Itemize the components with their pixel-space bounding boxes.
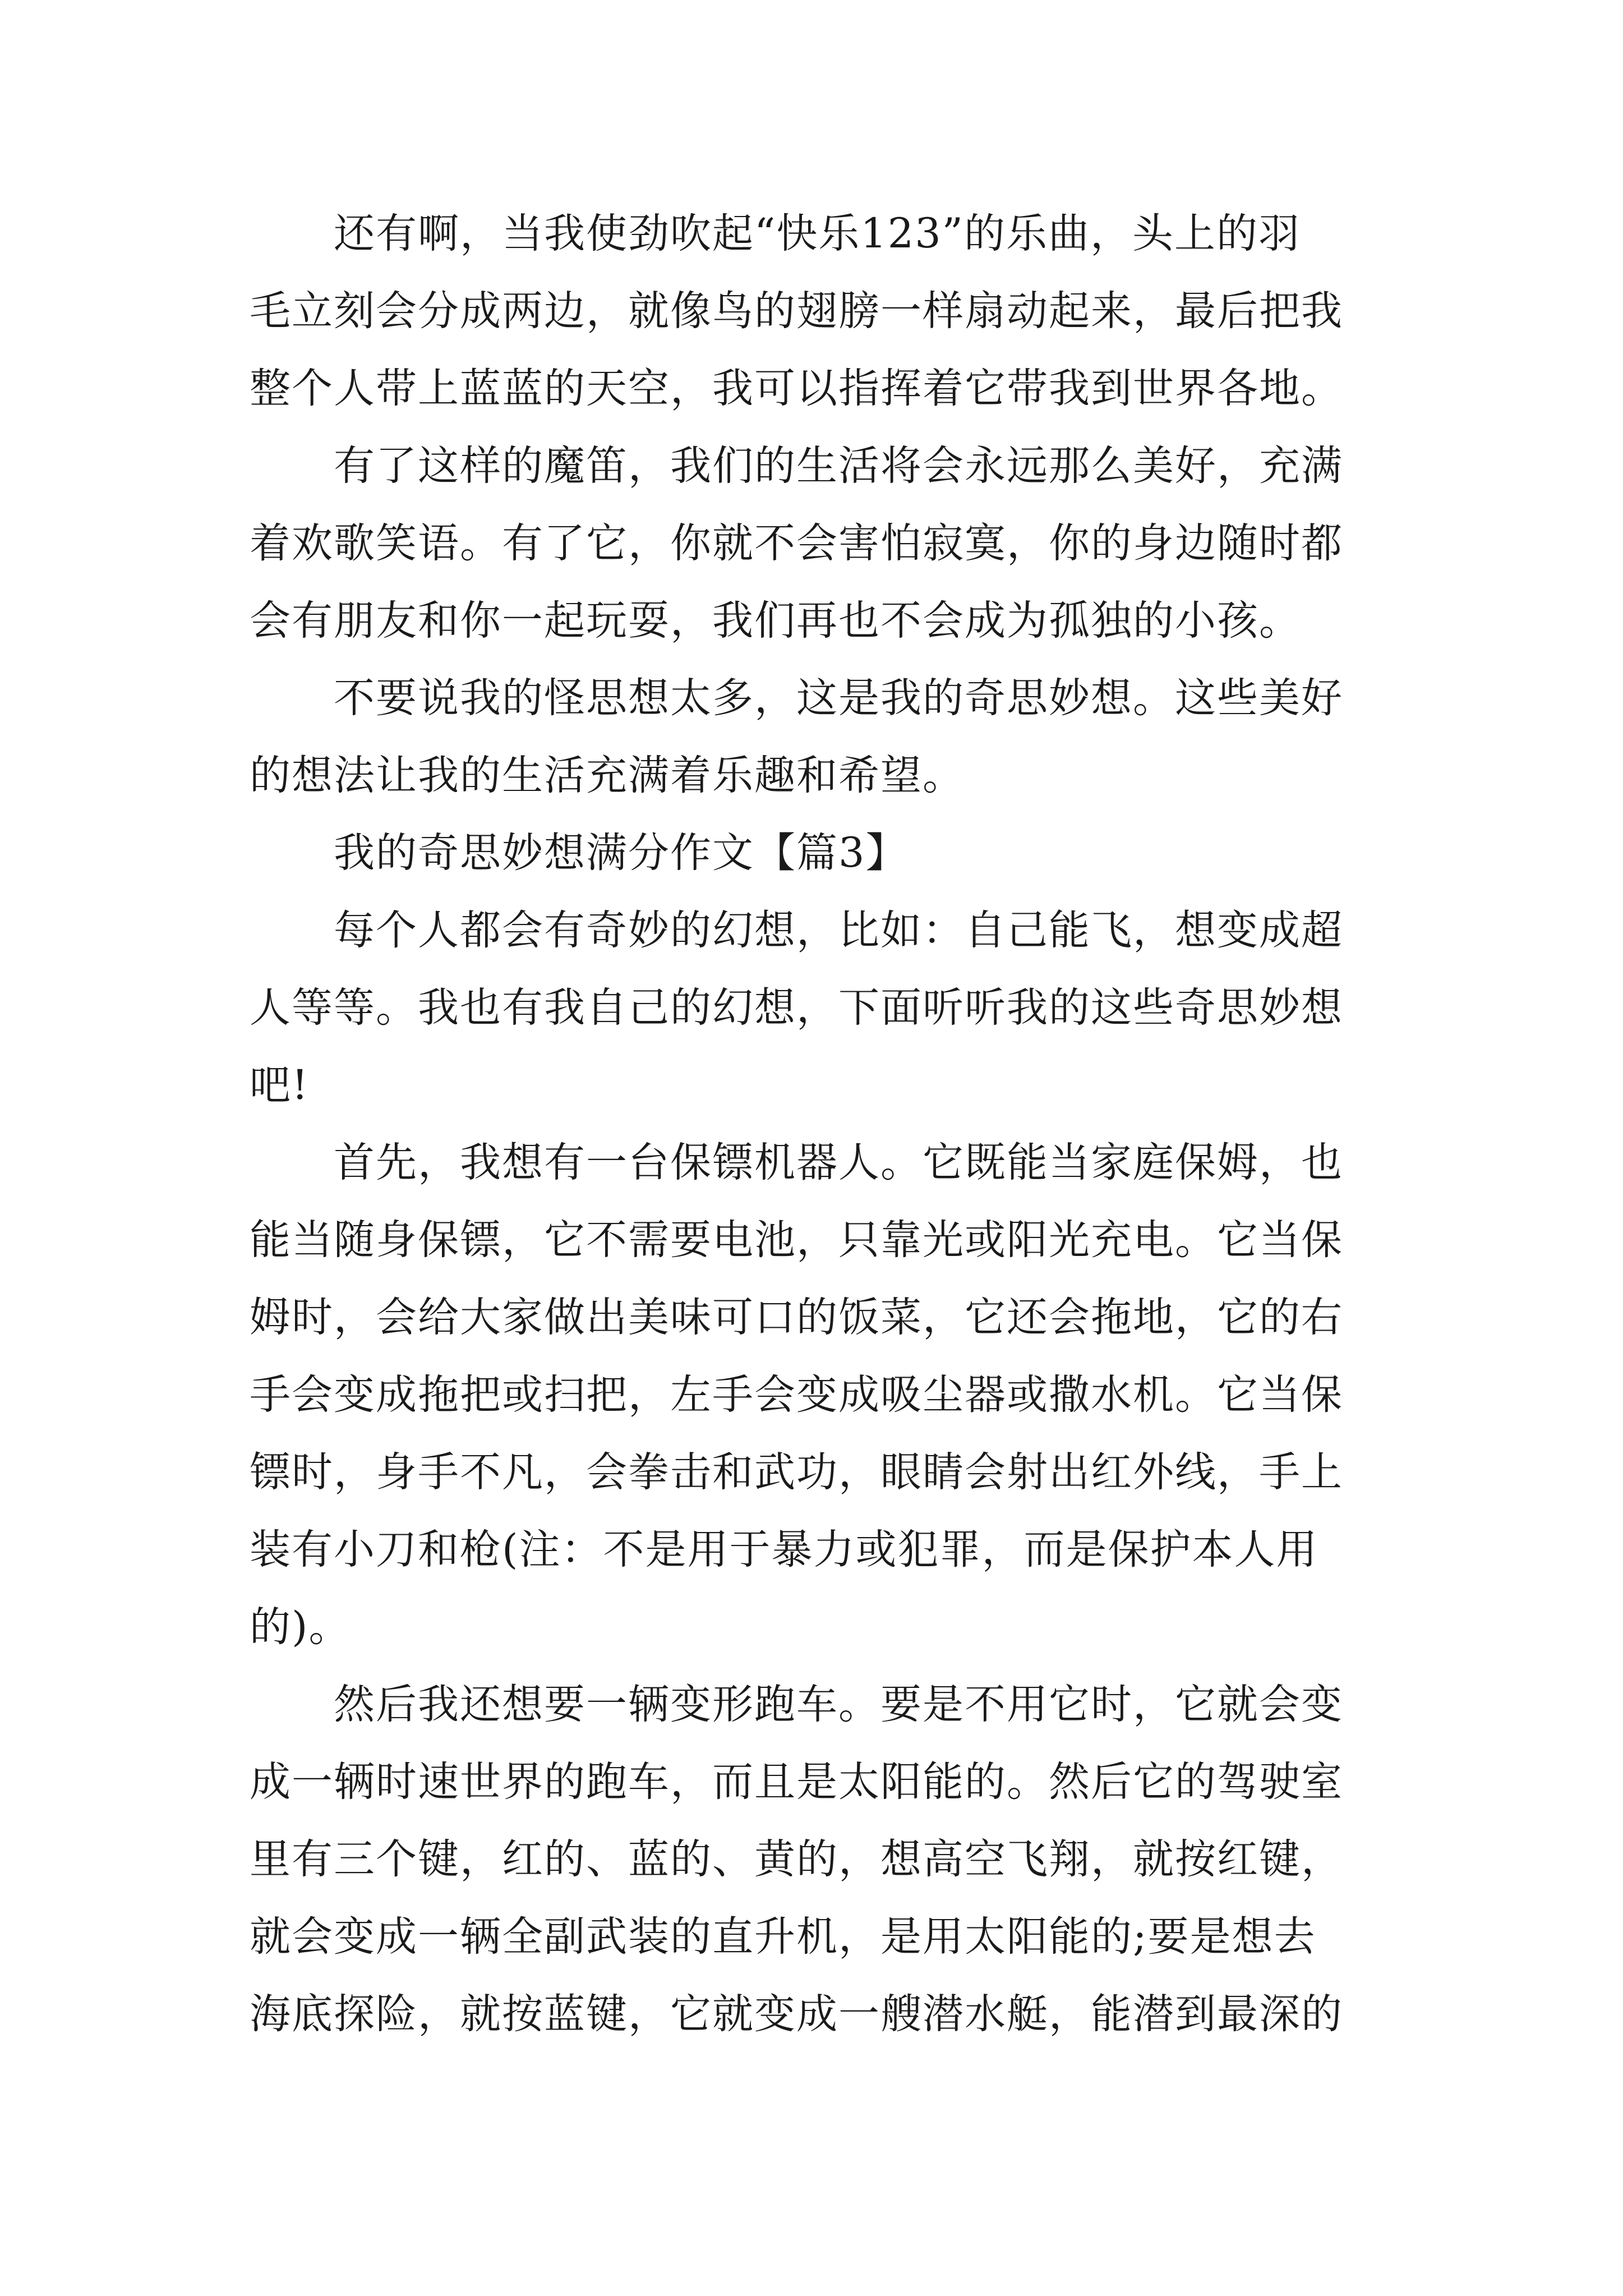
paragraph-line: 镖时，身手不凡，会拳击和武功，眼睛会射出红外线，手上	[250, 1448, 1343, 1496]
paragraph-line: 整个人带上蓝蓝的天空，我可以指挥着它带我到世界各地。	[250, 365, 1343, 412]
paragraph-line: 首先，我想有一台保镖机器人。它既能当家庭保姆，也	[334, 1139, 1343, 1186]
paragraph-line: 手会变成拖把或扫把，左手会变成吸尘器或撒水机。它当保	[250, 1371, 1343, 1419]
paragraph-line: 海底探险，就按蓝键，它就变成一艘潜水艇，能潜到最深的	[250, 1990, 1343, 2038]
paragraph-line: 每个人都会有奇妙的幻想，比如：自己能飞，想变成超	[334, 907, 1343, 954]
paragraph-line: 装有小刀和枪(注：不是用于暴力或犯罪，而是保护本人用	[250, 1526, 1318, 1573]
paragraph-line: 会有朋友和你一起玩耍，我们再也不会成为孤独的小孩。	[250, 597, 1301, 645]
paragraph-line: 不要说我的怪思想太多，这是我的奇思妙想。这些美好	[334, 674, 1343, 722]
section-heading: 我的奇思妙想满分作文【篇3】	[334, 829, 908, 877]
paragraph-line: 然后我还想要一辆变形跑车。要是不用它时，它就会变	[334, 1681, 1343, 1728]
paragraph-line: 就会变成一辆全副武装的直升机，是用太阳能的;要是想去	[250, 1913, 1316, 1961]
paragraph-line: 的)。	[250, 1603, 351, 1651]
paragraph-line: 的想法让我的生活充满着乐趣和希望。	[250, 752, 965, 799]
paragraph-line: 吧!	[250, 1061, 310, 1109]
paragraph-line: 里有三个键，红的、蓝的、黄的，想高空飞翔，就按红键，	[250, 1835, 1343, 1883]
paragraph-line: 成一辆时速世界的跑车，而且是太阳能的。然后它的驾驶室	[250, 1758, 1343, 1806]
paragraph-line: 还有啊，当我使劲吹起“快乐123”的乐曲，头上的羽	[334, 210, 1301, 257]
paragraph-line: 着欢歌笑语。有了它，你就不会害怕寂寞，你的身边随时都	[250, 519, 1343, 567]
paragraph-line: 有了这样的魔笛，我们的生活将会永远那么美好，充满	[334, 442, 1343, 490]
paragraph-line: 毛立刻会分成两边，就像鸟的翅膀一样扇动起来，最后把我	[250, 287, 1343, 335]
paragraph-line: 姆时，会给大家做出美味可口的饭菜，它还会拖地，它的右	[250, 1294, 1343, 1341]
paragraph-line: 能当随身保镖，它不需要电池，只靠光或阳光充电。它当保	[250, 1216, 1343, 1264]
paragraph-line: 人等等。我也有我自己的幻想，下面听听我的这些奇思妙想	[250, 984, 1343, 1032]
